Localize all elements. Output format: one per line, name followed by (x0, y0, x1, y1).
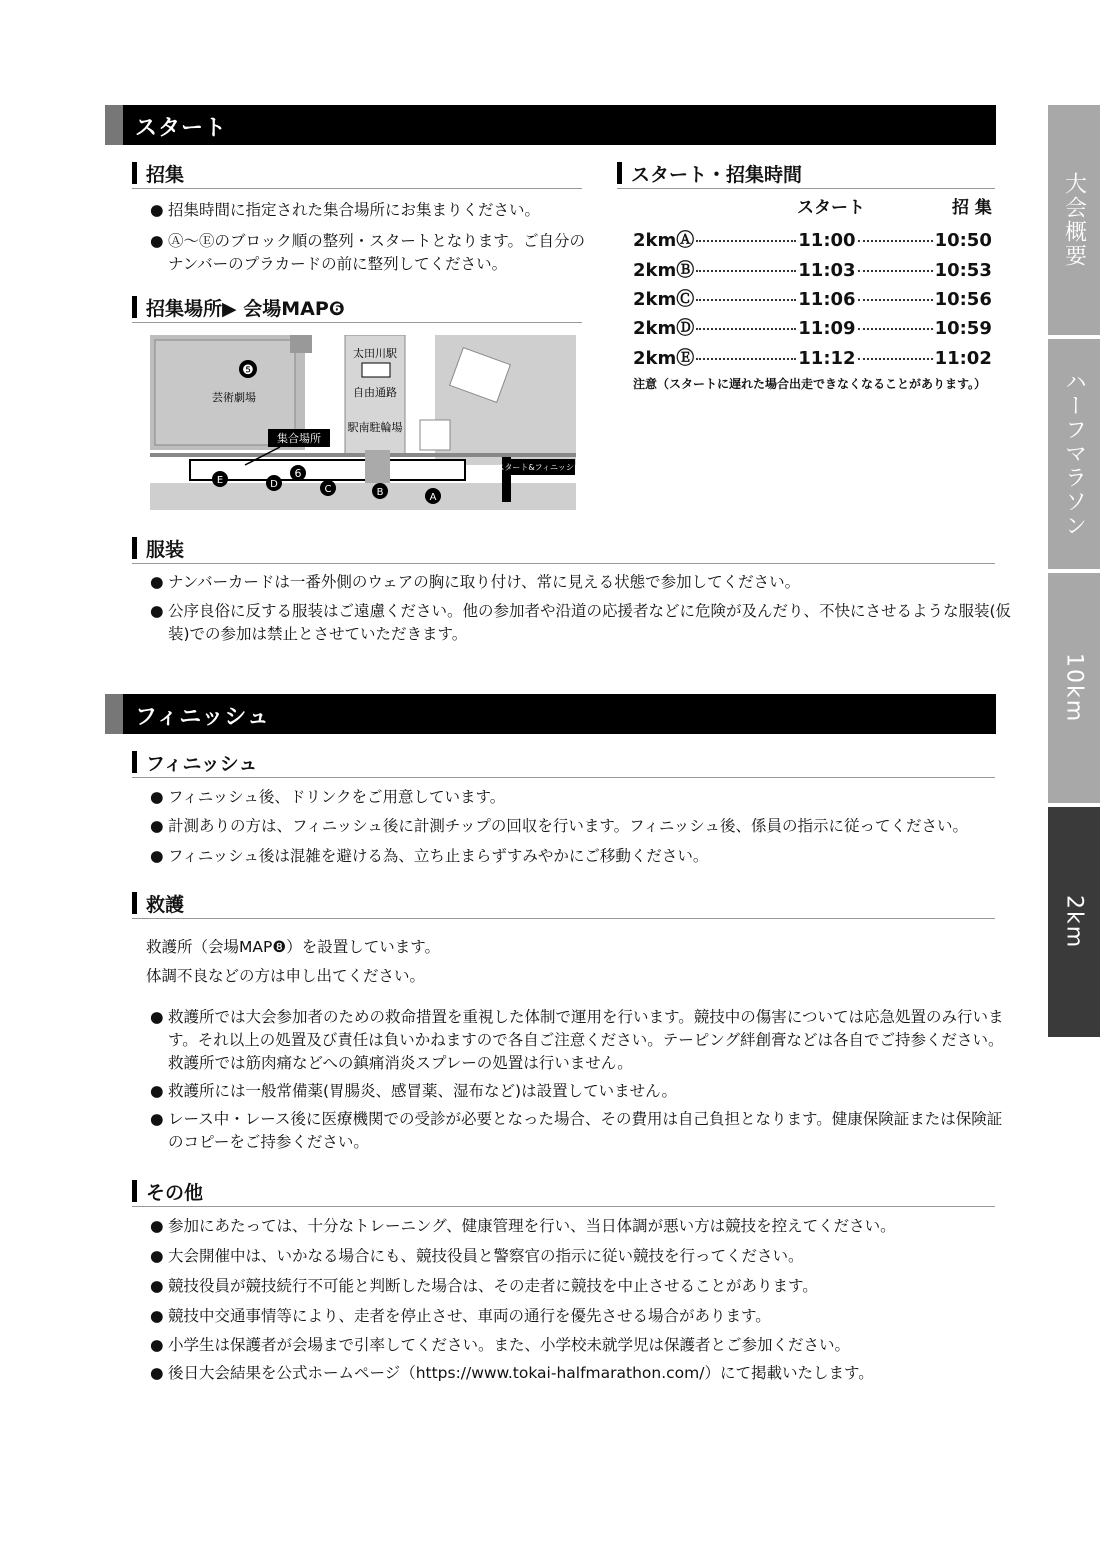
schedule-label: 2kmⒷ (633, 260, 695, 281)
schedule-start: 11:09 (798, 318, 856, 339)
map-label-station: 太田川駅 (353, 347, 397, 360)
schedule-label: 2kmⒶ (633, 230, 695, 251)
heading-marker (132, 296, 137, 318)
subheading-title: 服装 (146, 539, 185, 561)
bullet: ● (150, 602, 164, 620)
bullet: ● (150, 1364, 164, 1382)
rescue-line: 救護所（会場MAP❽）を設置しています。 (146, 938, 440, 956)
schedule-row (633, 285, 992, 311)
subheading-title: 救護 (146, 894, 185, 916)
block-label-c: C (324, 484, 332, 495)
schedule-row (633, 344, 992, 370)
list-item-text: 競技役員が競技続行不可能と判断した場合は、その走者に競技を中止させることがあります。 (168, 1277, 818, 1295)
subheading-gathering-place (132, 292, 582, 323)
schedule-start: 11:00 (798, 230, 856, 251)
bullet: ● (150, 201, 164, 219)
list-item (150, 571, 1013, 594)
list-item (150, 199, 600, 222)
list-item (150, 1245, 1013, 1268)
schedule-start: 11:12 (798, 348, 856, 369)
list-item-text: 救護所では大会参加者のための救命措置を重視した体制で運用を行います。競技中の傷害については応急処置のみ行います。それ以上の処置及び責任は負いかねますので各自ご注意ください。テーピング絆創膏などは各自でご持参ください。救護所では筋肉痛などへの鎮痛消炎スプレーの処置は行いません。 (168, 1008, 1004, 1072)
map-label-assembly: 集合場所 (277, 432, 321, 445)
schedule-gather: 10:56 (934, 289, 992, 310)
bullet: ● (150, 847, 164, 865)
block-label-d: D (270, 479, 278, 490)
bullet: ● (150, 1082, 164, 1100)
list-item-text: 公序良俗に反する服装はご遠慮ください。他の参加者や沿道の応援者などに危険が及んだり、不快にさせるような服装(仮装)での参加は禁止とさせていただきます。 (168, 602, 1012, 643)
schedule-col-gather: 招 集 (952, 198, 992, 218)
section-title: フィニッシュ (135, 705, 270, 730)
subheading-other (132, 1176, 995, 1207)
bullet: ● (150, 573, 164, 591)
section-bar-start (105, 105, 996, 145)
list-item (150, 1334, 1013, 1357)
list-item-text: Ⓐ～Ⓔのブロック順の整列・スタートとなります。ご自分のナンバーのプラカードの前に整列してください。 (168, 232, 585, 273)
list-item-text: 計測ありの方は、フィニッシュ後に計測チップの回収を行います。フィニッシュ後、係員の指示に従ってください。 (168, 817, 968, 835)
list-item-text: 参加にあたっては、十分なトレーニング、健康管理を行い、当日体調が悪い方は競技を控えてください。 (168, 1217, 896, 1235)
list-item-text: レース中・レース後に医療機関での受診が必要となった場合、その費用は自己負担となります。健康保険証または保険証のコピーをご持参ください。 (168, 1110, 1003, 1151)
block-label-e: E (216, 475, 224, 486)
schedule-row (633, 256, 992, 282)
list-item-text: フィニッシュ後は混雑を避ける為、立ち止まらずすみやかにご移動ください。 (168, 847, 709, 865)
bullet: ● (150, 1008, 164, 1026)
subheading-schedule (617, 158, 995, 189)
block-label-a: A (429, 492, 437, 503)
section-bar-cap (105, 694, 123, 734)
list-item-text: ナンバーカードは一番外側のウェアの胸に取り付け、常に見える状態で参加してください。 (168, 573, 801, 591)
list-item (150, 1006, 1013, 1075)
schedule-note: 注意（スタートに遅れた場合出走できなくなることがあります。） (633, 377, 987, 391)
schedule-row (633, 314, 992, 340)
subheading-clothing (132, 533, 995, 564)
list-item (150, 600, 1013, 646)
schedule-label: 2kmⒹ (633, 318, 695, 339)
map-label-startfinish: スタート&フィニッシュ (496, 463, 576, 472)
list-item (150, 1305, 1013, 1328)
list-item (150, 1215, 1013, 1238)
subheading-title: 招集 (146, 164, 185, 186)
subheading-title: フィニッシュ (146, 753, 258, 775)
side-tab-10km[interactable]: 10km (1048, 573, 1100, 803)
right-block (435, 335, 576, 465)
schedule-start: 11:03 (798, 260, 856, 281)
subheading-gathering (132, 158, 582, 189)
list-item (150, 1362, 1013, 1385)
list-item (150, 1275, 1013, 1298)
subheading-title: 招集場所▶ 会場MAP❻ (146, 298, 345, 320)
bullet: ● (150, 1110, 164, 1128)
list-item-text: 招集時間に指定された集合場所にお集まりください。 (168, 201, 541, 219)
restroom-icon (362, 363, 390, 377)
list-item (150, 1080, 1013, 1103)
subheading-title: その他 (146, 1182, 204, 1204)
rescue-line: 体調不良などの方は申し出てください。 (146, 967, 426, 985)
list-item (150, 230, 600, 276)
section-bar-cap (105, 105, 123, 145)
heading-marker (132, 1180, 137, 1202)
schedule-gather: 10:59 (934, 318, 992, 339)
bullet: ● (150, 1277, 164, 1295)
side-tab-overview[interactable]: 大会概要 (1048, 105, 1100, 335)
map-label-theater: 芸術劇場 (212, 391, 256, 404)
schedule-gather: 11:02 (934, 348, 992, 369)
venue-map (150, 335, 576, 510)
schedule-label: 2kmⒺ (633, 348, 695, 369)
subheading-rescue (132, 888, 995, 919)
bullet: ● (150, 1336, 164, 1354)
list-item-text: 救護所には一般常備薬(胃腸炎、感冒薬、湿布など)は設置していません。 (168, 1082, 678, 1100)
heading-marker (132, 751, 137, 773)
heading-marker (132, 162, 137, 184)
list-item (150, 815, 1013, 838)
list-item (150, 786, 1013, 809)
list-item-text: 後日大会結果を公式ホームページ（https://www.tokai-halfmarathon.com/）にて掲載いたします。 (168, 1364, 874, 1382)
schedule-gather: 10:53 (934, 260, 992, 281)
schedule-gather: 10:50 (934, 230, 992, 251)
bullet: ● (150, 788, 164, 806)
subheading-finish (132, 747, 995, 778)
side-tab-half-marathon[interactable]: ハーフマラソン (1048, 339, 1100, 569)
list-item (150, 845, 1013, 868)
section-bar-finish (105, 694, 996, 734)
venue-map-svg (150, 335, 576, 510)
heading-marker (617, 162, 622, 184)
map-marker-6-label: 6 (294, 467, 302, 480)
bullet: ● (150, 1247, 164, 1265)
schedule-label: 2kmⒸ (633, 289, 695, 310)
schedule-row (633, 226, 992, 252)
list-item-text: 競技中交通事情等により、走者を停止させ、車両の通行を優先させる場合があります。 (168, 1307, 771, 1325)
start-zone (190, 460, 465, 480)
map-label-jiyu: 自由通路 (353, 386, 397, 399)
heading-marker (132, 892, 137, 914)
bullet: ● (150, 1307, 164, 1325)
section-title: スタート (135, 116, 228, 141)
bullet: ● (150, 817, 164, 835)
bullet: ● (150, 1217, 164, 1235)
list-item-text: 小学生は保護者が会場まで引率してください。また、小学校未就学児は保護者とご参加ください。 (168, 1336, 851, 1354)
map-marker-5-label: ❺ (242, 363, 254, 378)
schedule-col-start: スタート (797, 198, 865, 218)
schedule-start: 11:06 (798, 289, 856, 310)
heading-marker (132, 537, 137, 559)
block-label-b: B (376, 487, 384, 498)
bullet: ● (150, 232, 164, 250)
list-item (150, 1108, 1013, 1154)
map-label-parking: 駅南駐輪場 (347, 421, 403, 434)
list-item-text: 大会開催中は、いかなる場合にも、競技役員と警察官の指示に従い競技を行ってください。 (168, 1247, 804, 1265)
list-item-text: フィニッシュ後、ドリンクをご用意しています。 (168, 788, 506, 806)
subheading-title: スタート・招集時間 (631, 164, 803, 186)
side-tab-2km[interactable]: 2km (1048, 807, 1100, 1037)
